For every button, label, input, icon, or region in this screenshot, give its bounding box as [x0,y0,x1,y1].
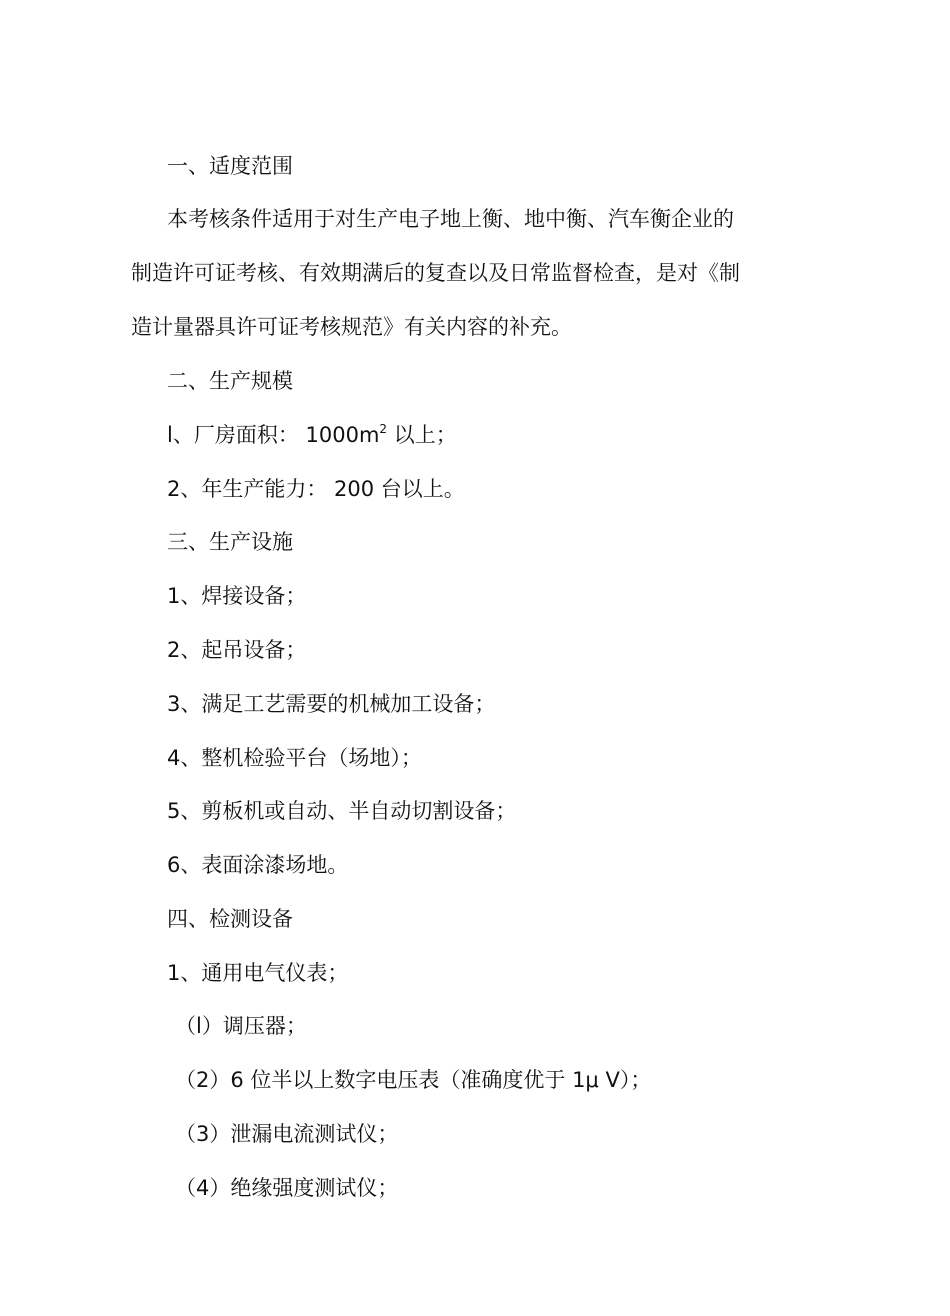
sub-list-item: （3）泄漏电流测试仪； [175,1122,399,1146]
list-item: 4、整机检验平台（场地）； [167,746,422,770]
list-item-factory-area [167,421,457,449]
paragraph-line: 造计量器具许可证考核规范》有关内容的补充。 [131,315,572,339]
sub-list-item: （4）绝缘强度测试仪； [175,1176,399,1200]
list-item: 3、满足工艺需要的机械加工设备； [167,692,496,716]
paragraph-line: 制造许可证考核、有效期满后的复查以及日常监督检查，是对《制 [131,261,740,285]
superscript: 2 [379,422,388,436]
section-heading-production-scale: 二、生产规模 [167,369,293,393]
sub-list-item: （l）调压器； [175,1014,307,1038]
list-item: 1、通用电气仪表； [167,961,349,985]
section-heading-testing-equipment: 四、检测设备 [167,907,293,931]
list-item: 2、起吊设备； [167,638,307,662]
list-item: 6、表面涂漆场地。 [167,853,349,877]
list-item-annual-capacity: 2、年生产能力： 200 台以上。 [167,477,465,501]
section-heading-scope: 一、适度范围 [167,154,293,178]
paragraph-line: 本考核条件适用于对生产电子地上衡、地中衡、汽车衡企业的 [167,207,734,231]
factory-area-tail: 以上； [387,423,457,447]
factory-area-text: l、厂房面积： 1000m [167,423,380,447]
sub-list-item: （2）6 位半以上数字电压表（准确度优于 1μ V）； [175,1068,652,1092]
list-item: 5、剪板机或自动、半自动切割设备； [167,799,517,823]
list-item: 1、焊接设备； [167,584,307,608]
section-heading-facilities: 三、生产设施 [167,530,293,554]
